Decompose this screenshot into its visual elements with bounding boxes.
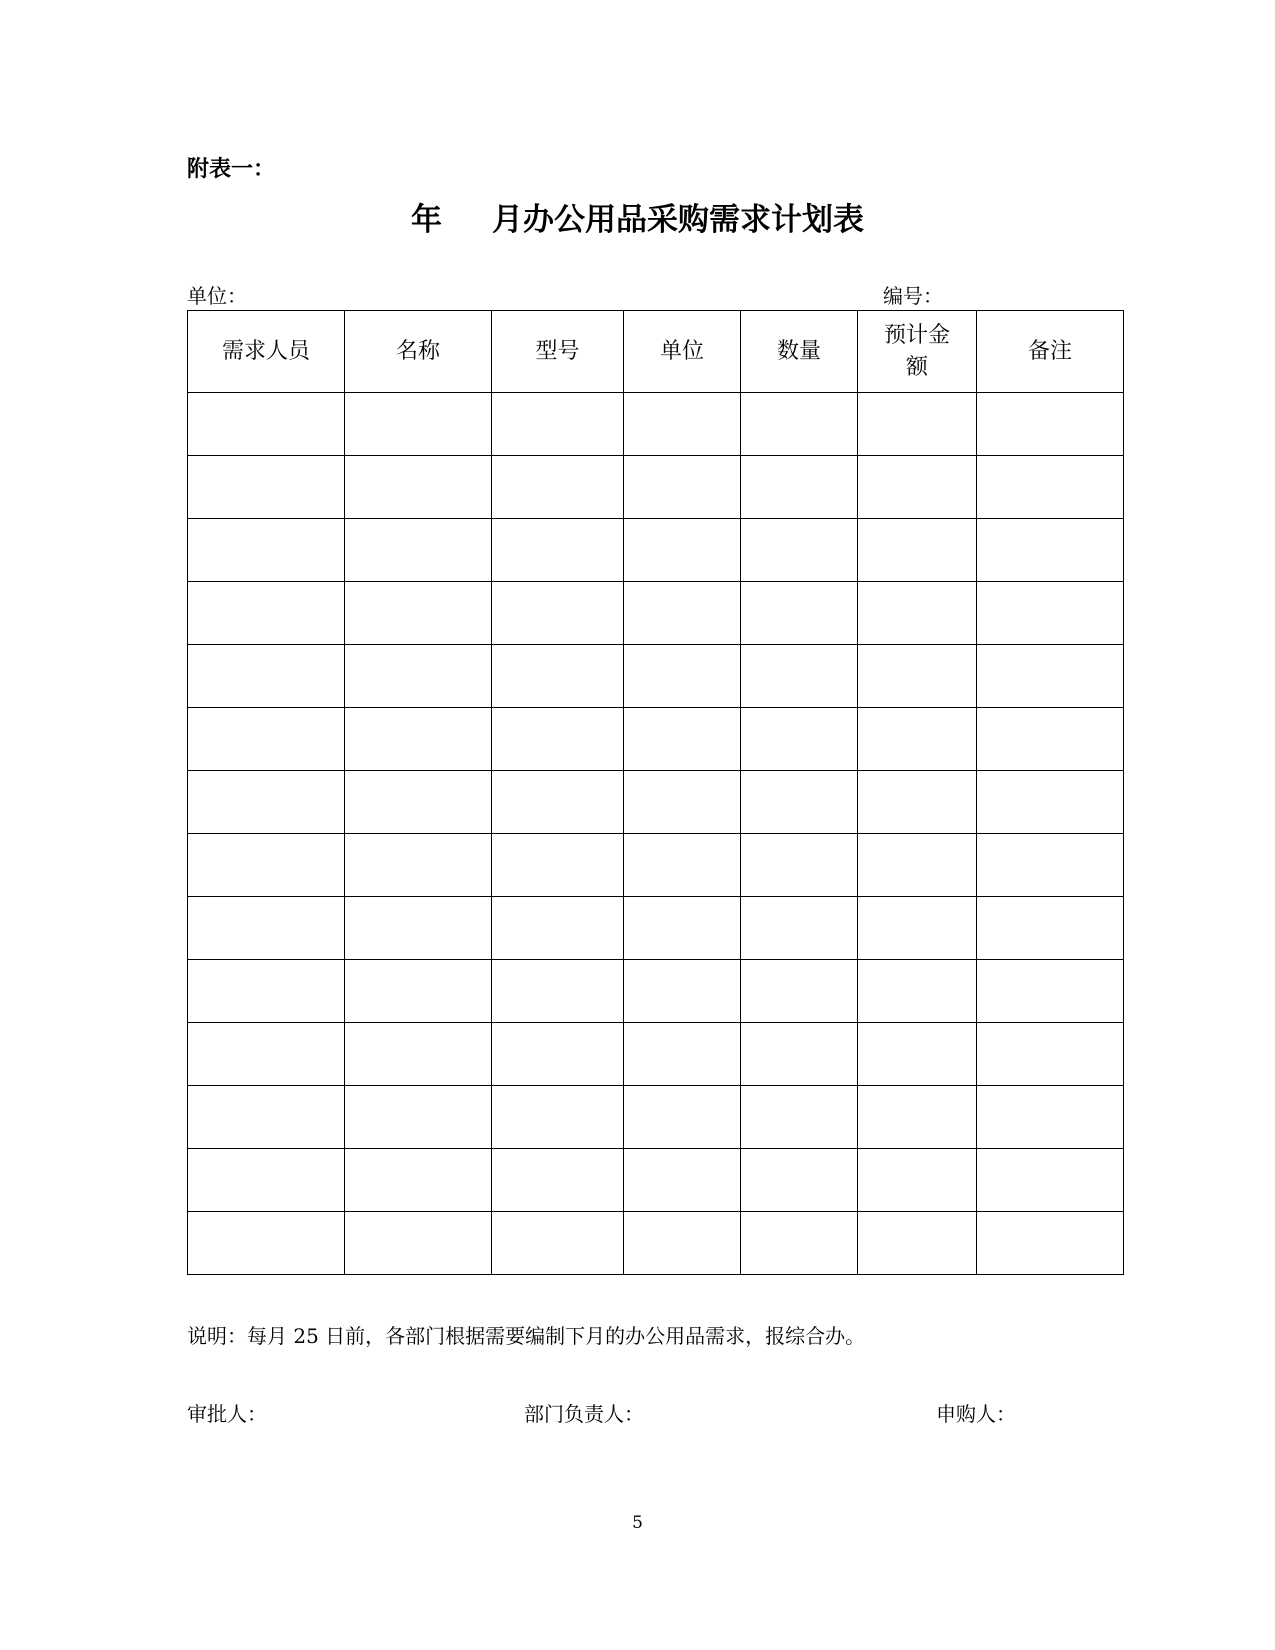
cell-model[interactable] <box>492 519 624 582</box>
cell-estimated-amount[interactable] <box>858 960 977 1023</box>
table-row <box>188 645 1124 708</box>
cell-remarks[interactable] <box>977 1149 1124 1212</box>
cell-estimated-amount[interactable] <box>858 456 977 519</box>
cell-unit[interactable] <box>624 582 741 645</box>
cell-requester[interactable] <box>188 645 345 708</box>
cell-estimated-amount[interactable] <box>858 393 977 456</box>
col-header-estimated-amount <box>858 311 977 393</box>
cell-remarks[interactable] <box>977 1212 1124 1275</box>
cell-requester[interactable] <box>188 834 345 897</box>
table-row <box>188 771 1124 834</box>
cell-requester[interactable] <box>188 1086 345 1149</box>
col-header-requester: 需求人员 <box>188 311 345 393</box>
cell-model[interactable] <box>492 960 624 1023</box>
cell-model[interactable] <box>492 834 624 897</box>
cell-quantity[interactable] <box>741 960 858 1023</box>
table-row <box>188 582 1124 645</box>
col-header-name: 名称 <box>345 311 492 393</box>
cell-remarks[interactable] <box>977 645 1124 708</box>
cell-name[interactable] <box>345 1023 492 1086</box>
cell-estimated-amount[interactable] <box>858 771 977 834</box>
instruction-note: 说明：每月 25 日前，各部门根据需要编制下月的办公用品需求，报综合办。 <box>187 1324 866 1348</box>
cell-unit[interactable] <box>624 708 741 771</box>
cell-name[interactable] <box>345 771 492 834</box>
cell-remarks[interactable] <box>977 897 1124 960</box>
cell-unit[interactable] <box>624 960 741 1023</box>
cell-estimated-amount[interactable] <box>858 708 977 771</box>
cell-requester[interactable] <box>188 1212 345 1275</box>
cell-estimated-amount[interactable] <box>858 519 977 582</box>
cell-quantity[interactable] <box>741 1086 858 1149</box>
col-header-unit: 单位 <box>624 311 741 393</box>
cell-remarks[interactable] <box>977 1023 1124 1086</box>
cell-unit[interactable] <box>624 897 741 960</box>
cell-name[interactable] <box>345 582 492 645</box>
table-row <box>188 897 1124 960</box>
title-year: 年 <box>411 202 442 238</box>
cell-name[interactable] <box>345 645 492 708</box>
cell-unit[interactable] <box>624 1149 741 1212</box>
cell-remarks[interactable] <box>977 393 1124 456</box>
cell-remarks[interactable] <box>977 456 1124 519</box>
cell-quantity[interactable] <box>741 519 858 582</box>
approver-label: 审批人： <box>187 1402 267 1426</box>
col-header-remarks: 备注 <box>977 311 1124 393</box>
page-number: 5 <box>632 1513 643 1533</box>
cell-estimated-amount[interactable] <box>858 1212 977 1275</box>
table-row <box>188 456 1124 519</box>
cell-requester[interactable] <box>188 456 345 519</box>
cell-unit[interactable] <box>624 771 741 834</box>
cell-requester[interactable] <box>188 771 345 834</box>
page-title <box>0 194 1275 239</box>
cell-quantity[interactable] <box>741 1149 858 1212</box>
cell-unit[interactable] <box>624 834 741 897</box>
cell-model[interactable] <box>492 897 624 960</box>
cell-quantity[interactable] <box>741 645 858 708</box>
cell-estimated-amount[interactable] <box>858 897 977 960</box>
cell-unit[interactable] <box>624 1023 741 1086</box>
cell-estimated-amount[interactable] <box>858 1149 977 1212</box>
cell-estimated-amount[interactable] <box>858 834 977 897</box>
cell-estimated-amount[interactable] <box>858 1023 977 1086</box>
table-header-row <box>188 311 1124 393</box>
requester-label: 申购人： <box>936 1402 1016 1426</box>
cell-requester[interactable] <box>188 519 345 582</box>
col-header-estimated-amount-text: 预计金额 <box>883 322 950 380</box>
cell-name[interactable] <box>345 960 492 1023</box>
col-header-quantity: 数量 <box>741 311 858 393</box>
cell-unit[interactable] <box>624 1212 741 1275</box>
cell-estimated-amount[interactable] <box>858 1086 977 1149</box>
cell-name[interactable] <box>345 1086 492 1149</box>
title-rest: 月办公用品采购需求计划表 <box>492 202 864 238</box>
cell-name[interactable] <box>345 393 492 456</box>
cell-quantity[interactable] <box>741 1023 858 1086</box>
cell-unit[interactable] <box>624 393 741 456</box>
cell-model[interactable] <box>492 1023 624 1086</box>
cell-remarks[interactable] <box>977 960 1124 1023</box>
cell-estimated-amount[interactable] <box>858 645 977 708</box>
cell-quantity[interactable] <box>741 456 858 519</box>
cell-quantity[interactable] <box>741 582 858 645</box>
col-header-model: 型号 <box>492 311 624 393</box>
appendix-label: 附表一： <box>187 156 276 182</box>
table-row <box>188 519 1124 582</box>
table-row <box>188 834 1124 897</box>
cell-model[interactable] <box>492 645 624 708</box>
cell-quantity[interactable] <box>741 1212 858 1275</box>
cell-remarks[interactable] <box>977 708 1124 771</box>
cell-remarks[interactable] <box>977 771 1124 834</box>
cell-quantity[interactable] <box>741 771 858 834</box>
cell-name[interactable] <box>345 834 492 897</box>
cell-quantity[interactable] <box>741 708 858 771</box>
table-row <box>188 960 1124 1023</box>
table-row <box>188 708 1124 771</box>
cell-unit[interactable] <box>624 519 741 582</box>
cell-quantity[interactable] <box>741 393 858 456</box>
table-row <box>188 1149 1124 1212</box>
cell-name[interactable] <box>345 519 492 582</box>
cell-model[interactable] <box>492 393 624 456</box>
cell-quantity[interactable] <box>741 897 858 960</box>
table-row <box>188 1023 1124 1086</box>
cell-requester[interactable] <box>188 960 345 1023</box>
cell-requester[interactable] <box>188 393 345 456</box>
cell-name[interactable] <box>345 1149 492 1212</box>
cell-requester[interactable] <box>188 1023 345 1086</box>
cell-quantity[interactable] <box>741 834 858 897</box>
cell-unit[interactable] <box>624 645 741 708</box>
procurement-table <box>187 310 1124 1275</box>
cell-model[interactable] <box>492 456 624 519</box>
table-row <box>188 393 1124 456</box>
cell-unit[interactable] <box>624 456 741 519</box>
cell-requester[interactable] <box>188 1149 345 1212</box>
cell-model[interactable] <box>492 582 624 645</box>
dept-head-label: 部门负责人： <box>524 1402 644 1426</box>
cell-name[interactable] <box>345 456 492 519</box>
cell-name[interactable] <box>345 897 492 960</box>
cell-requester[interactable] <box>188 582 345 645</box>
cell-model[interactable] <box>492 1149 624 1212</box>
cell-remarks[interactable] <box>977 834 1124 897</box>
unit-label: 单位： <box>187 284 247 308</box>
cell-model[interactable] <box>492 1086 624 1149</box>
number-label: 编号： <box>883 284 943 308</box>
cell-requester[interactable] <box>188 708 345 771</box>
cell-unit[interactable] <box>624 1086 741 1149</box>
cell-remarks[interactable] <box>977 1086 1124 1149</box>
cell-model[interactable] <box>492 708 624 771</box>
cell-model[interactable] <box>492 1212 624 1275</box>
table-row <box>188 1086 1124 1149</box>
cell-name[interactable] <box>345 708 492 771</box>
table-row <box>188 1212 1124 1275</box>
cell-estimated-amount[interactable] <box>858 582 977 645</box>
cell-requester[interactable] <box>188 897 345 960</box>
cell-model[interactable] <box>492 771 624 834</box>
cell-remarks[interactable] <box>977 582 1124 645</box>
cell-remarks[interactable] <box>977 519 1124 582</box>
cell-name[interactable] <box>345 1212 492 1275</box>
